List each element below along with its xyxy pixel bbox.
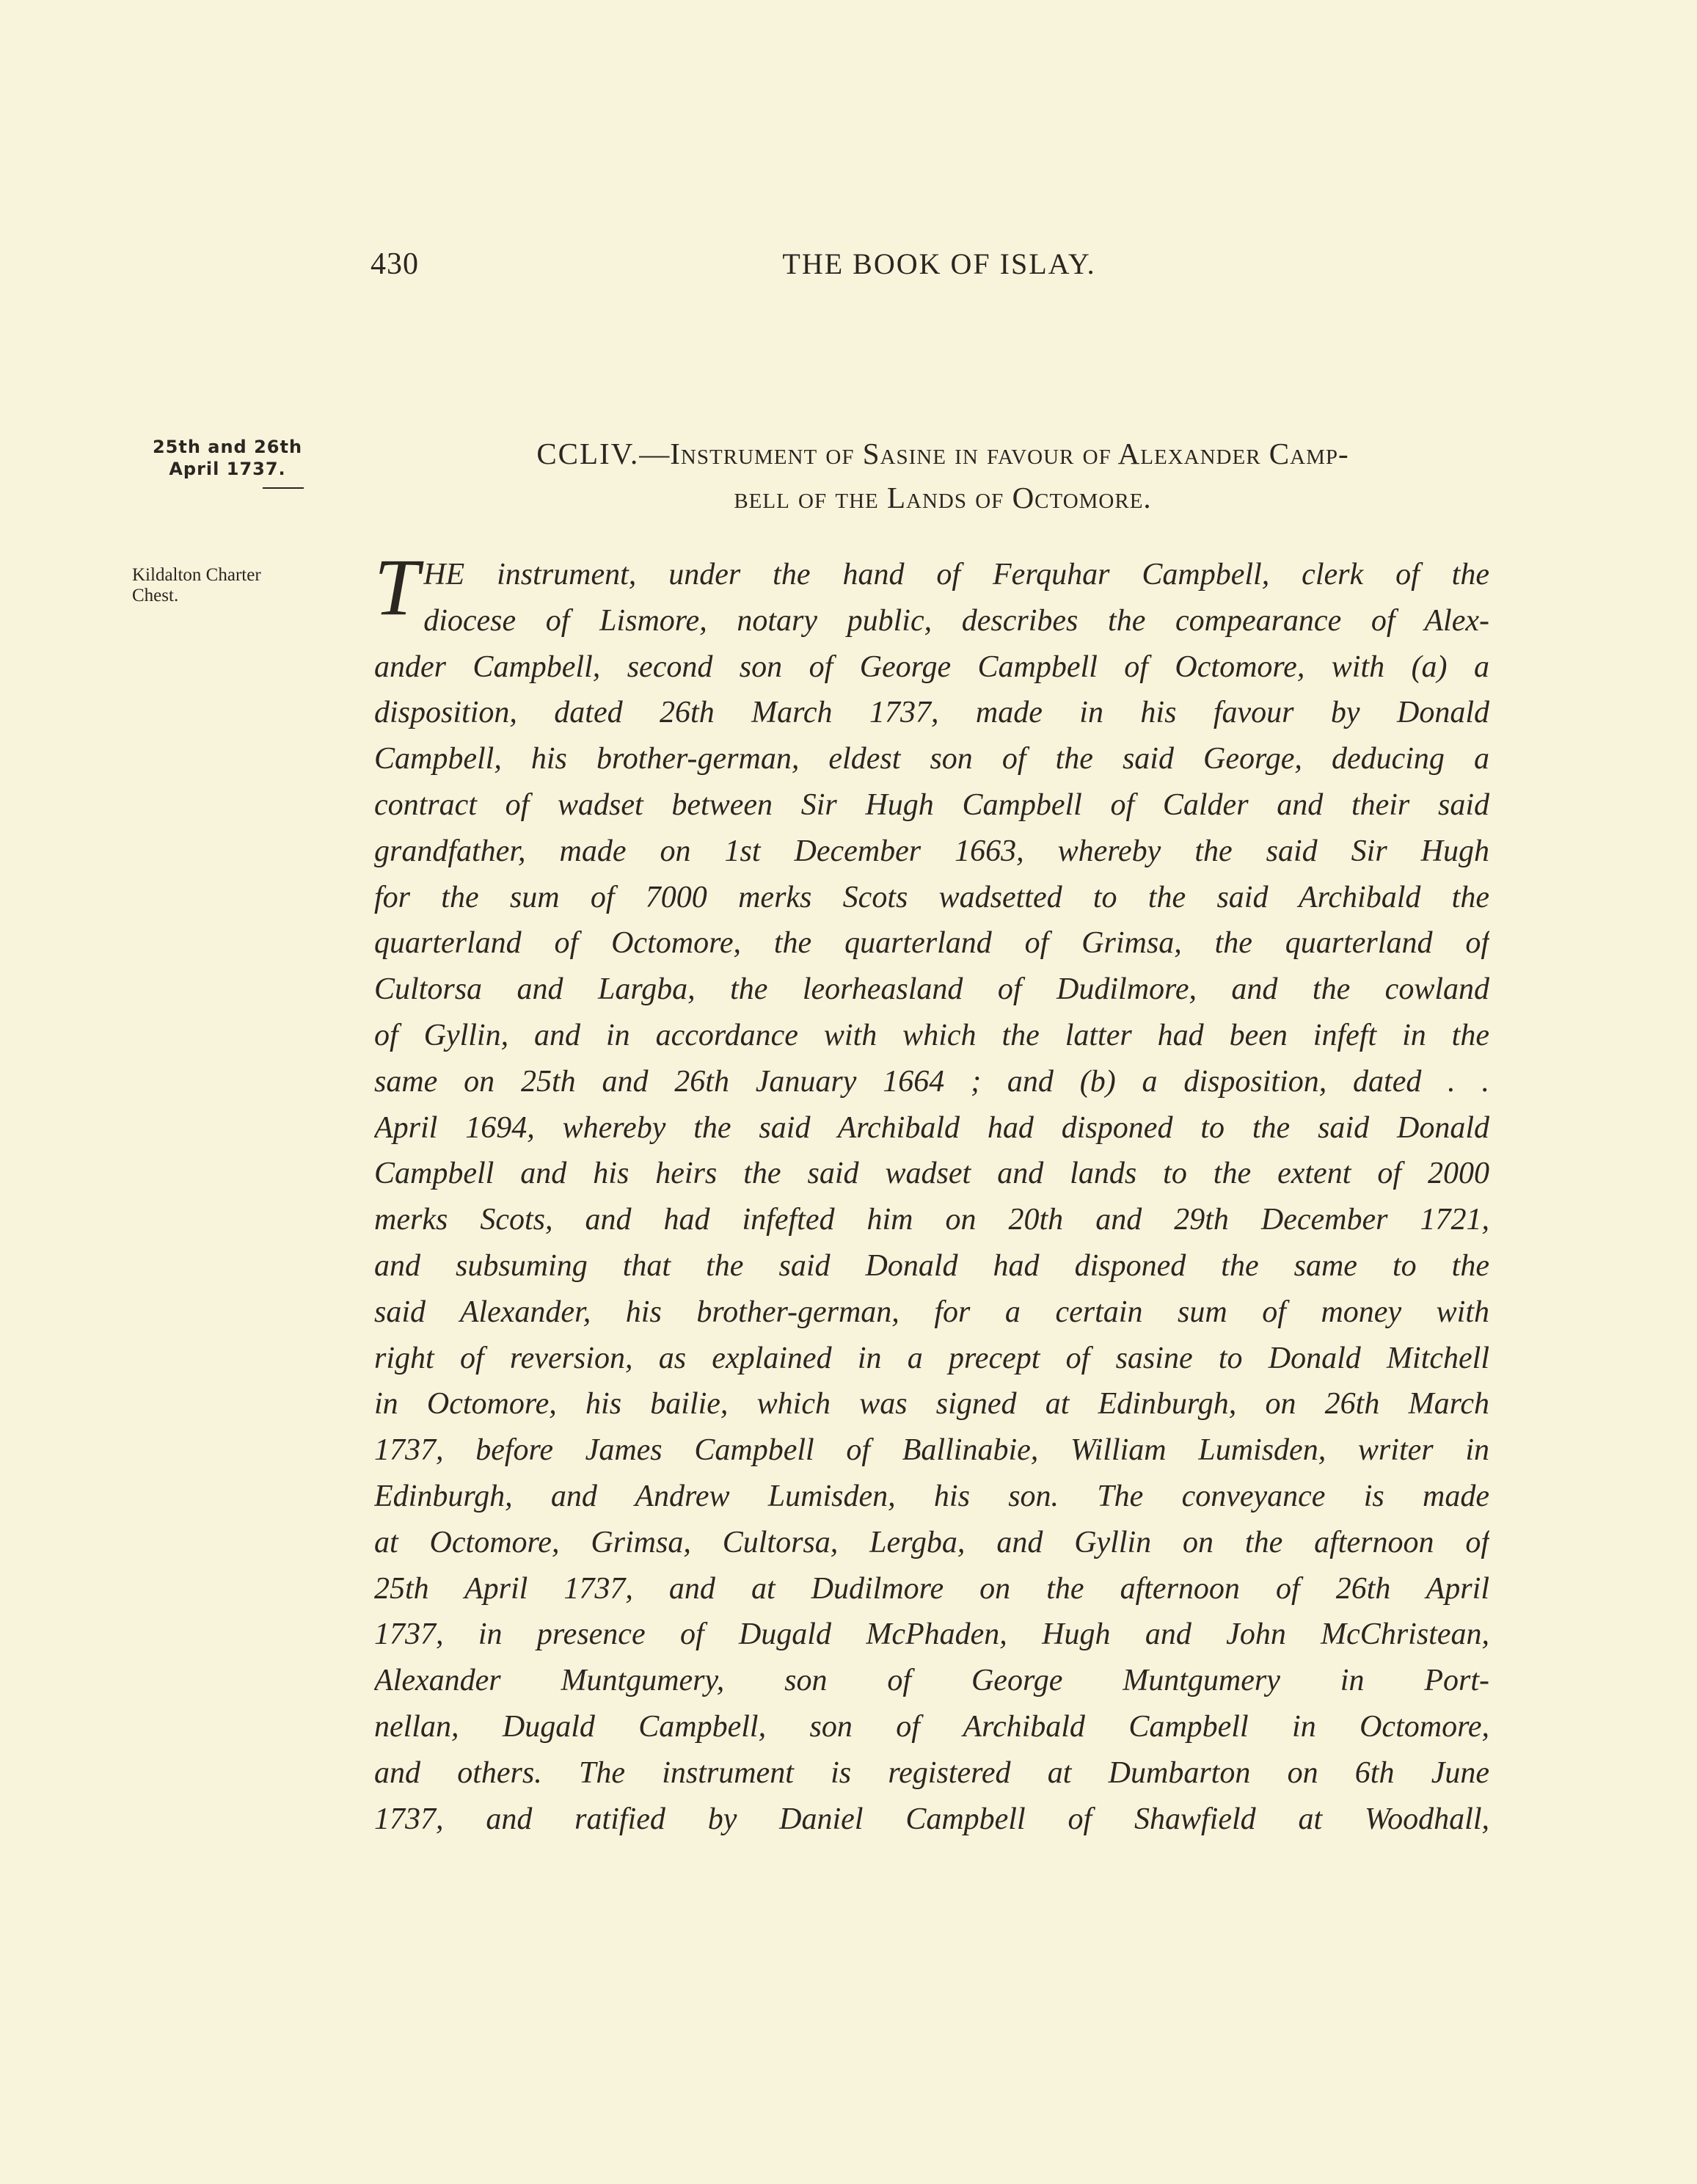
body-line: April 1694, whereby the said Archibald had disponed to the said Donald (374, 1110, 1489, 1145)
margin-date-line-1: 25th and 26th (152, 437, 303, 457)
page-number: 430 (371, 247, 419, 281)
body-line: for the sum of 7000 merks Scots wadsetted to the said Archibald the (374, 880, 1489, 914)
body-line: nellan, Dugald Campbell, son of Archibald Campbell in Octomore, (374, 1709, 1489, 1744)
body-line: grandfather, made on 1st December 1663, whereby the said Sir Hugh (374, 834, 1489, 868)
running-title: THE BOOK OF ISLAY. (782, 247, 1096, 280)
body-line: Campbell and his heirs the said wadset and lands to the extent of 2000 (374, 1157, 1489, 1191)
body-line: and others. The instrument is registered at Dumbarton on 6th June (374, 1755, 1489, 1790)
body-line: Edinburgh, and Andrew Lumisden, his son. The conveyance is made (374, 1479, 1489, 1513)
body-line: and subsuming that the said Donald had disponed the same to the (374, 1248, 1489, 1283)
body-line: merks Scots, and had infefted him on 20th and 29th December 1721, (374, 1203, 1489, 1237)
body-line: right of reversion, as explained in a precept of sasine to Donald Mitchell (374, 1341, 1489, 1375)
body-line: Alexander Muntgumery, son of George Muntgumery in Port- (374, 1664, 1489, 1698)
margin-date-line-2: April 1737. (169, 459, 286, 479)
body-line: in Octomore, his bailie, which was signed at Edinburgh, on 26th March (374, 1387, 1489, 1422)
body-line: said Alexander, his brother-german, for a certain sum of money with (374, 1295, 1489, 1329)
body-line: 1737, and ratified by Daniel Campbell of Shawfield at Woodhall, (374, 1802, 1489, 1836)
margin-source-line-2: Chest. (132, 586, 179, 605)
body-line: Cultorsa and Largba, the leorheasland of Dudilmore, and the cowland (374, 972, 1489, 1007)
body-line: contract of wadset between Sir Hugh Campbell of Calder and their said (374, 787, 1489, 822)
body-line: 25th April 1737, and at Dudilmore on the afternoon of 26th April (374, 1571, 1489, 1606)
body-line: of Gyllin, and in accordance with which the latter had been infeft in the (374, 1018, 1489, 1052)
margin-rule (263, 487, 304, 489)
running-head (371, 247, 1493, 291)
section-number: CCLIV. (536, 437, 640, 470)
heading-title-line-2: bell of the Lands of Octomore. (734, 481, 1152, 514)
body-line: ander Campbell, second son of George Campbell of Octomore, with (a) a (374, 649, 1489, 684)
body-line: disposition, dated 26th March 1737, made in his favour by Donald (374, 696, 1489, 730)
heading-line-1 (393, 432, 1493, 476)
body-line: Campbell, his brother-german, eldest son of the said George, deducing a (374, 742, 1489, 776)
body-line: HE instrument, under the hand of Ferquhar Campbell, clerk of the (423, 558, 1489, 592)
body-line: 1737, in presence of Dugald McPhaden, Hugh and John McChristean, (374, 1617, 1489, 1652)
body-line: diocese of Lismore, notary public, describes the compearance of Alex- (423, 603, 1489, 638)
body-paragraph (374, 542, 1489, 1842)
drop-cap: T (374, 542, 420, 632)
heading-title-line-1: —Instrument of Sasine in favour of Alexander Camp- (639, 437, 1349, 470)
margin-source-line-1: Kildalton Charter (132, 565, 261, 585)
body-line: 1737, before James Campbell of Ballinabie, William Lumisden, writer in (374, 1433, 1489, 1468)
body-line: quarterland of Octomore, the quarterland of Grimsa, the quarterland of (374, 926, 1489, 961)
margin-note-date (125, 436, 330, 489)
body-line: same on 25th and 26th January 1664 ; and (b) a disposition, dated . . (374, 1064, 1489, 1099)
margin-note-source (132, 565, 323, 606)
body-line: at Octomore, Grimsa, Cultorsa, Lergba, and Gyllin on the afternoon of (374, 1525, 1489, 1559)
section-heading (393, 432, 1493, 520)
